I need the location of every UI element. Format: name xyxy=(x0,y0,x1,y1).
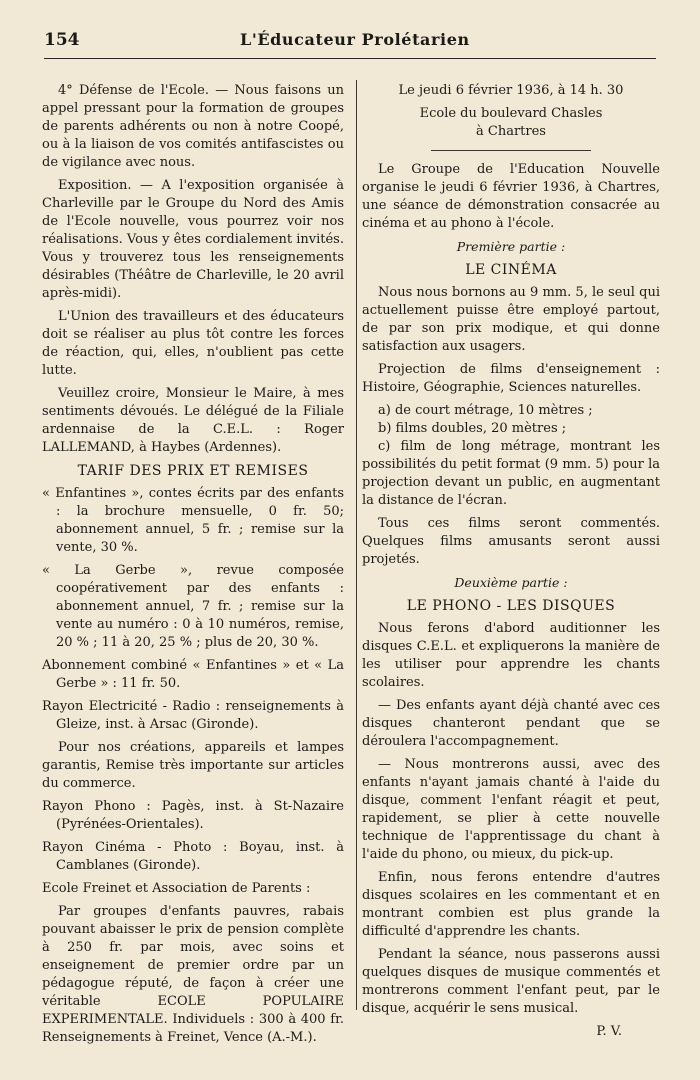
column-divider xyxy=(356,80,357,1010)
creations-note: Pour nos créations, appareils et lampes garantis, Remise très importante sur articles du commerce. xyxy=(42,740,344,791)
phono-paragraph-3: — Nous montrerons aussi, avec des enfants n'ayant jamais chanté à l'aide du disque, comment l'enfant réagit et peut, rapidement, se plier à cette nouvelle technique de l'apprentissage du chant à l'aide du phono, ou mieux, du pick-up. xyxy=(362,757,660,862)
rayon-cinema: Rayon Cinéma - Photo : Boyau, inst. à Camblanes (Gironde). xyxy=(42,840,344,873)
paragraph-closing: Veuillez croire, Monsieur le Maire, à mes sentiments dévoués. Le délégué de la Filiale ardennaise de la C.E.L. : Roger LALLEMAND, à Haybes (Ardennes). xyxy=(42,386,344,455)
section-divider xyxy=(431,150,591,151)
paragraph-union: L'Union des travailleurs et des éducateurs doit se réaliser au plus tôt contre les forces de réaction, qui, elles, n'oublient pas cette lutte. xyxy=(42,309,344,378)
film-list-c: c) film de long métrage, montrant les possibilités du petit format (9 mm. 5) pour la projection devant un public, en augmentant la distance de l'écran. xyxy=(362,439,660,508)
tarif-heading: TARIF DES PRIX ET REMISES xyxy=(77,463,309,479)
phono-paragraph-1: Nous ferons d'abord auditionner les disques C.E.L. et expliquerons la manière de les utiliser pour apprendre les chants scolaires. xyxy=(362,621,660,690)
rayon-electricite: Rayon Electricité - Radio : renseignements à Gleize, inst. à Arsac (Gironde). xyxy=(42,699,344,732)
tarif-enfantines: « Enfantines », contes écrits par des enfants : la brochure mensuelle, 0 fr. 50; abonnement annuel, 5 fr. ; remise sur la vente, 30 %. xyxy=(42,486,344,555)
phono-heading: LE PHONO - LES DISQUES xyxy=(406,598,616,614)
page-number: 154 xyxy=(44,30,80,50)
header-rule xyxy=(44,58,656,59)
film-list-b: b) films doubles, 20 mètres ; xyxy=(378,421,567,436)
event-city: à Chartres xyxy=(476,124,546,139)
films-comment: Tous ces films seront commentés. Quelques films amusants seront aussi projetés. xyxy=(362,516,660,567)
phono-paragraph-4: Enfin, nous ferons entendre d'autres disques scolaires en les commentant et en montrant combien est plus grande la difficulté d'apprendre les chants. xyxy=(362,870,660,939)
part-two-label: Deuxième partie : xyxy=(454,575,568,590)
tarif-gerbe: « La Gerbe », revue composée coopérativement par des enfants : abonnement annuel, 7 fr. ; remise sur la vente au numéro : 0 à 10 numéros, remise, 20 % ; 11 à 20, 25 % ; plus de 20, 30 %. xyxy=(42,563,344,650)
cinema-heading: LE CINÉMA xyxy=(465,262,557,278)
phono-paragraph-5: Pendant la séance, nous passerons aussi quelques disques de musique commentés et montrerons comment l'enfant peut, par le disque, acquérir le sens musical. xyxy=(362,947,660,1016)
rayon-phono: Rayon Phono : Pagès, inst. à St-Nazaire (Pyrénées-Orientales). xyxy=(42,799,344,832)
signature: P. V. xyxy=(596,1024,622,1039)
paragraph-defense-ecole: 4° Défense de l'Ecole. — Nous faisons un appel pressant pour la formation de groupes de parents adhérents ou non à notre Coopé, ou à la liaison de vos comités antifascistes ou de vigilance avec nous. xyxy=(42,83,344,170)
right-column xyxy=(362,82,660,1046)
projection-paragraph: Projection de films d'enseignement : Histoire, Géographie, Sciences naturelles. xyxy=(362,362,660,395)
event-venue: Ecole du boulevard Chasles xyxy=(419,106,603,121)
phono-paragraph-2: — Des enfants ayant déjà chanté avec ces disques chanteront pendant que se déroulera l'accompagnement. xyxy=(362,698,660,749)
tarif-abonnement-combine: Abonnement combiné « Enfantines » et « La Gerbe » : 11 fr. 50. xyxy=(42,658,344,691)
running-title: L'Éducateur Prolétarien xyxy=(240,30,470,49)
cinema-paragraph: Nous nous bornons au 9 mm. 5, le seul qui actuellement puisse être employé partout, de par son prix modique, et qui donne satisfaction aux usagers. xyxy=(362,285,660,354)
film-list-a: a) de court métrage, 10 mètres ; xyxy=(378,403,593,418)
event-intro: Le Groupe de l'Education Nouvelle organise le jeudi 6 février 1936, à Chartres, une séance de démonstration consacrée au cinéma et au phono à l'école. xyxy=(362,162,660,231)
ecole-freinet-details: Par groupes d'enfants pauvres, rabais pouvant abaisser le prix de pension complète à 250 fr. par mois, avec soins et enseignement de premier ordre par un pédagogue réputé, de façon à créer une véritable ECOLE POPULAIRE EXPERIMENTALE. Individuels : 300 à 400 fr. Renseignements à Freinet, Vence (A.-M.). xyxy=(42,904,344,1045)
page-header xyxy=(44,30,658,60)
ecole-freinet-heading: Ecole Freinet et Association de Parents : xyxy=(42,881,311,896)
paragraph-exposition: Exposition. — A l'exposition organisée à Charleville par le Groupe du Nord des Amis de l'Ecole nouvelle, vous pourrez voir nos réalisations. Vous y êtes cordialement invités. Vous y trouverez tous les renseignements désirables (Théâtre de Charleville, le 20 avril après-midi). xyxy=(42,178,344,301)
event-date: Le jeudi 6 février 1936, à 14 h. 30 xyxy=(398,83,624,98)
part-one-label: Première partie : xyxy=(456,239,566,254)
left-column xyxy=(42,82,344,1052)
